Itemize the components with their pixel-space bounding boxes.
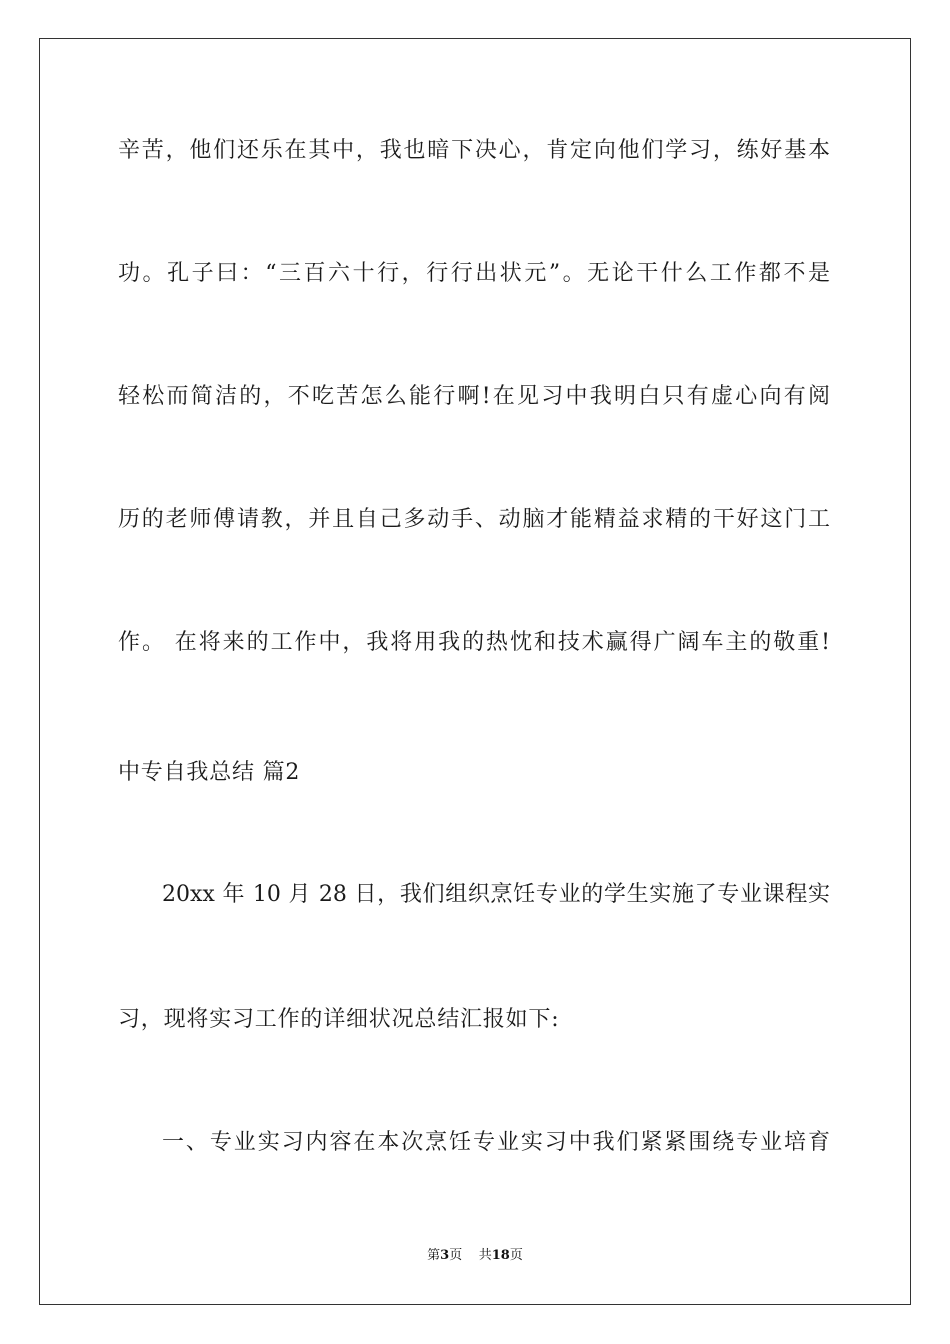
total-label-suffix: 页 xyxy=(509,1248,523,1263)
page-label-suffix: 页 xyxy=(449,1248,463,1263)
total-pages: 18 xyxy=(491,1248,510,1263)
body-text-line: 一、专业实习内容在本次烹饪专业实习中我们紧紧围绕专业培育 xyxy=(162,1130,830,1155)
body-text-line: 作。 在将来的工作中，我将用我的热忱和技术赢得广阔车主的敬重! xyxy=(118,630,830,655)
body-text-line: 功。孔子曰：“三百六十行，行行出状元”。无论干什么工作都不是 xyxy=(118,261,830,286)
body-text-line: 历的老师傅请教，并且自己多动手、动脑才能精益求精的干好这门工 xyxy=(118,507,830,532)
page-footer xyxy=(0,1247,950,1265)
body-text-line: 习，现将实习工作的详细状况总结汇报如下: xyxy=(118,1007,560,1032)
page-number: 3 xyxy=(440,1248,450,1263)
page-border xyxy=(39,38,911,1305)
section-heading: 中专自我总结 篇2 xyxy=(118,760,301,785)
total-label-prefix: 共 xyxy=(478,1248,492,1263)
body-text-line: 20xx 年 10 月 28 日，我们组织烹饪专业的学生实施了专业课程实 xyxy=(162,882,830,907)
body-text-line: 辛苦，他们还乐在其中，我也暗下决心，肯定向他们学习，练好基本 xyxy=(118,138,830,163)
page-label-prefix: 第 xyxy=(427,1248,441,1263)
body-text-line: 轻松而简洁的，不吃苦怎么能行啊!在见习中我明白只有虚心向有阅 xyxy=(118,384,830,409)
